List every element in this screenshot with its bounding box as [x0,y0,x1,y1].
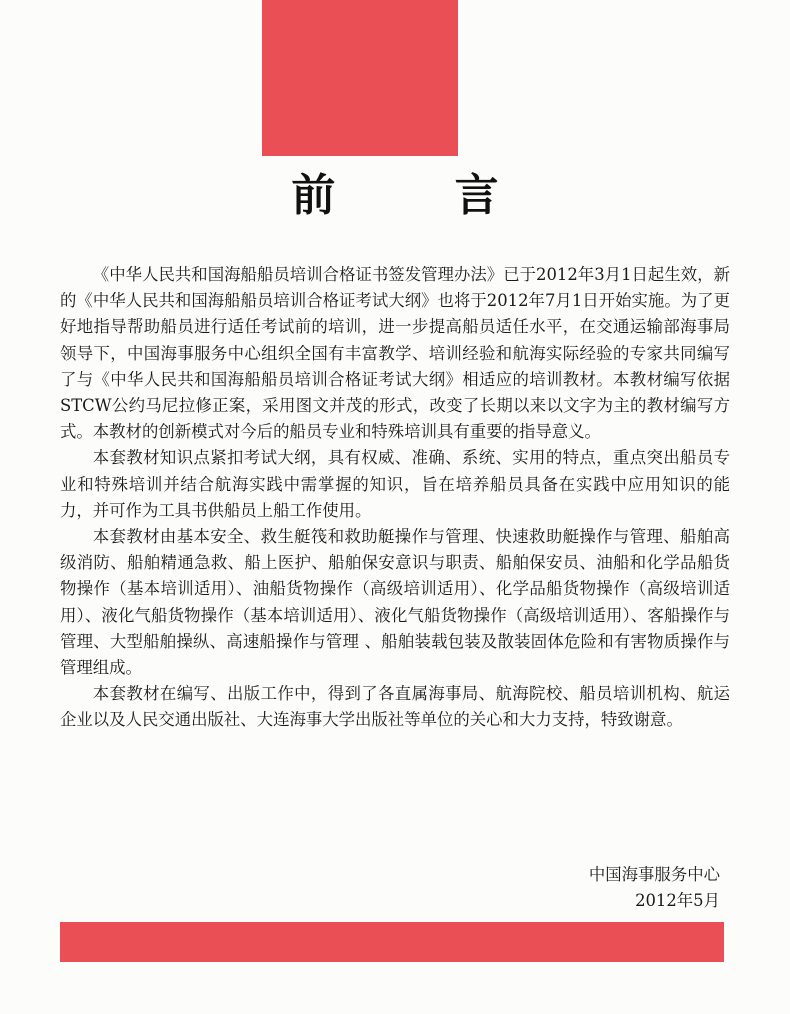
signature-organization: 中国海事服务中心 [588,865,720,884]
top-red-block [262,0,458,156]
paragraph-4: 本套教材在编写、出版工作中，得到了各直属海事局、航海院校、船员培训机构、航运企业以及人民交通出版社、大连海事大学出版社等单位的关心和大力支持，特致谢意。 [60,684,730,730]
paragraph-3: 本套教材由基本安全、救生艇筏和救助艇操作与管理、快速救助艇操作与管理、船舶高级消防、船舶精通急救、船上医护、船舶保安意识与职责、船舶保安员、油船和化学品船货物操作（基本培训适用）、油船货物操作（高级培训适用）、化学品船货物操作（高级培训适用）、液化气船货物操作（基本培训适用）、液化气船货物操作（高级培训适用）、客船操作与管理、大型船舶操纵、高速船操作与管理 、船舶装载包装及散装固体危险和有害物质操作与管理组成。 [60,527,730,678]
bottom-red-bar [60,922,724,962]
paragraph-1: 《中华人民共和国海船船员培训合格证书签发管理办法》已于2012年3月1日起生效，新的《中华人民共和国海船船员培训合格证考试大纲》也将于2012年7月1日开始实施。为了更好地指导帮助船员进行适任考试前的培训，进一步提高船员适任水平，在交通运输部海事局领导下，中国海事服务中心组织全国有丰富教学、培训经验和航海实际经验的专家共同编写了与《中华人民共和国海船船员培训合格证考试大纲》相适应的培训教材。本教材编写依据STCW公约马尼拉修正案，采用图文并茂的形式，改变了长期以来以文字为主的教材编写方式。本教材的创新模式对今后的船员专业和特殊培训具有重要的指导意义。 [60,265,730,442]
signature-date: 2012年5月 [635,891,720,910]
preface-body [60,262,730,734]
paragraph-2: 本套教材知识点紧扣考试大纲，具有权威、准确、系统、实用的特点，重点突出船员专业和特殊培训并结合航海实践中需掌握的知识，旨在培养船员具备在实践中应用知识的能力，并可作为工具书供船员上船工作使用。 [60,448,730,520]
page-title: 前 言 [291,170,551,221]
signature-block [589,862,720,914]
